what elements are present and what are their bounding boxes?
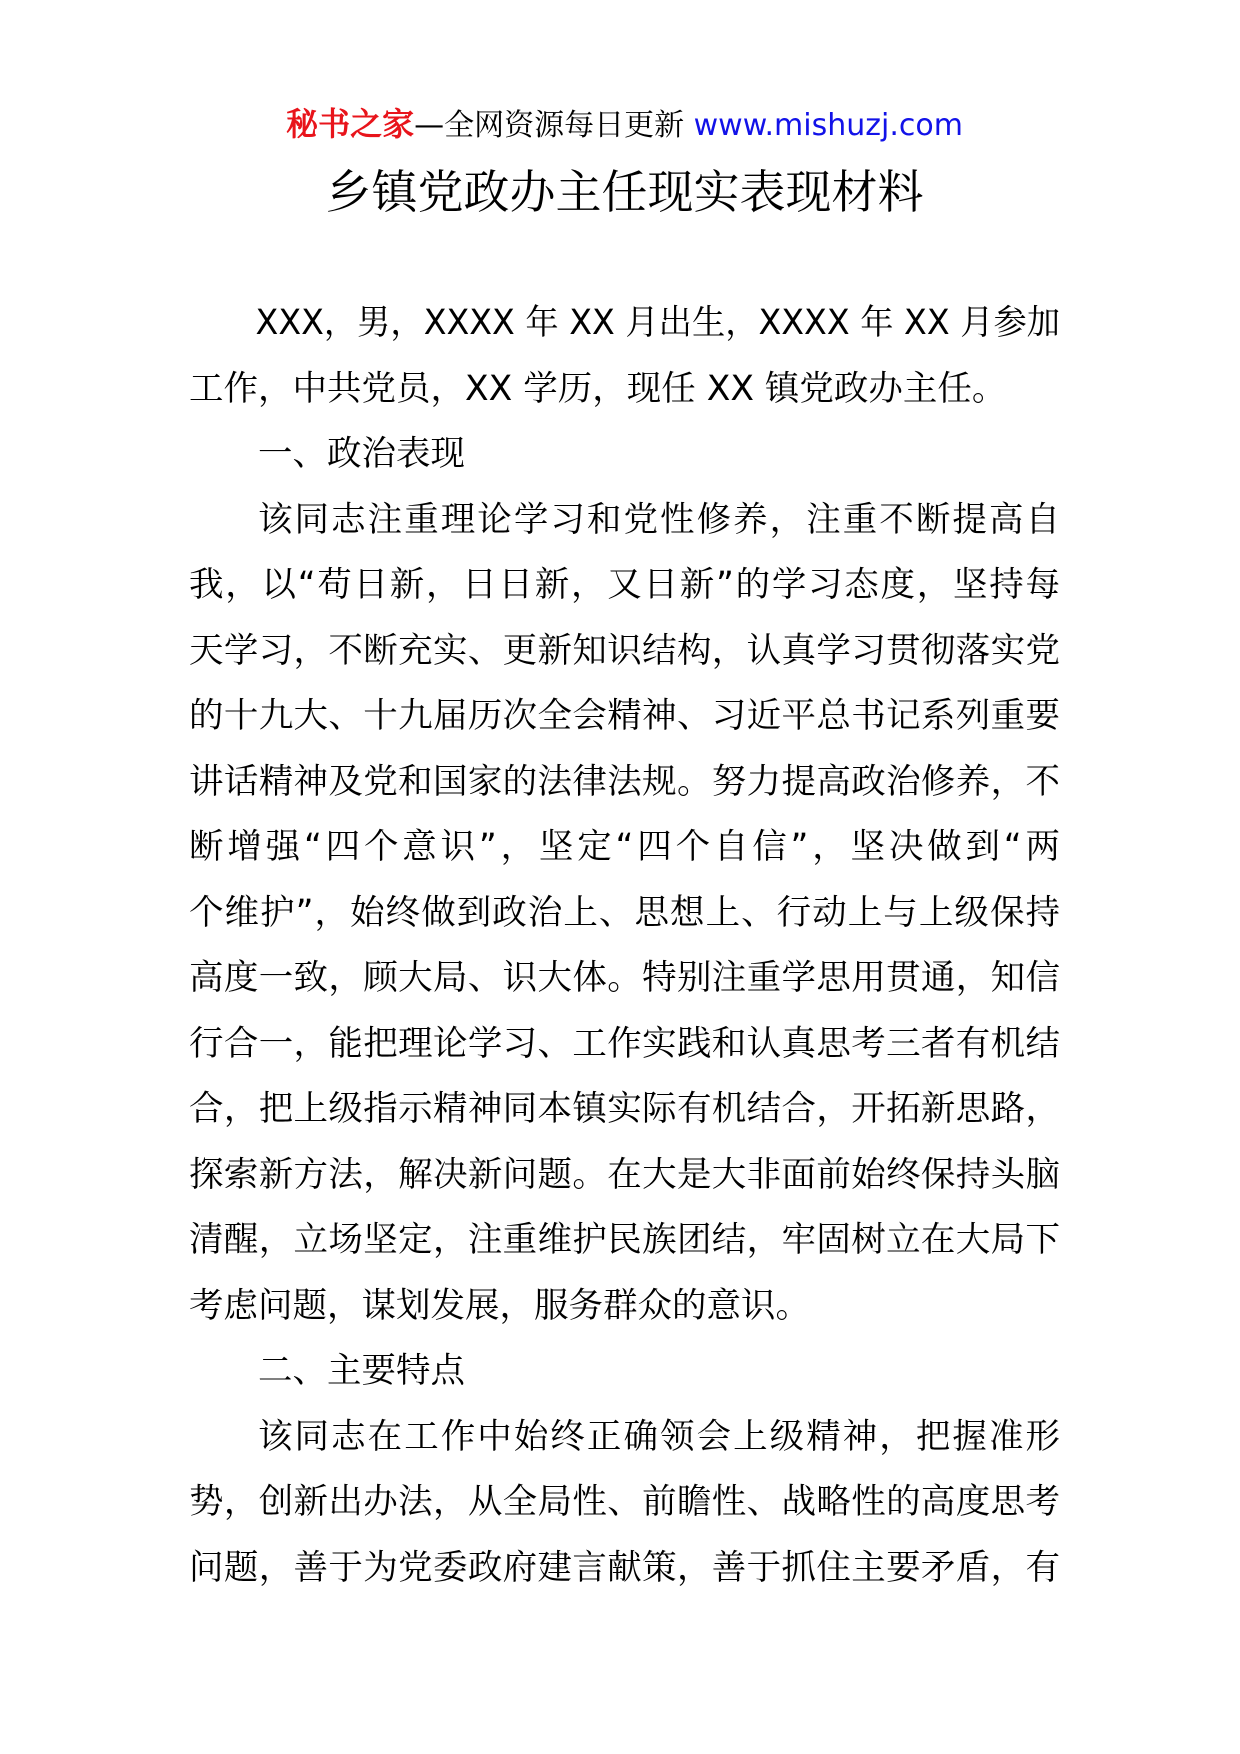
- paragraph-line: 该同志在工作中始终正确领会上级精神，把握准形: [258, 1416, 1063, 1457]
- paragraph-line: 清醒，立场坚定，注重维护民族团结，牢固树立在大局下: [189, 1220, 1061, 1260]
- paragraph-line: 行合一，能把理论学习、工作实践和认真思考三者有机结: [189, 1023, 1061, 1064]
- site-tagline: —全网资源每日更新: [414, 108, 685, 143]
- paragraph-line: 断增强“四个意识”，坚定“四个自信”，坚决做到“两: [189, 827, 1064, 867]
- section-paragraph: [189, 488, 1064, 1340]
- paragraph-line: 问题，善于为党委政府建言献策，善于抓住主要矛盾，有: [189, 1547, 1061, 1588]
- paragraph-line: 工作，中共党员，XX 学历，现任 XX 镇党政办主任。: [189, 368, 1007, 409]
- paragraph-line: 考虑问题，谋划发展，服务群众的意识。: [189, 1285, 810, 1326]
- paragraph-line: 该同志注重理论学习和党性修养，注重不断提高自: [258, 499, 1063, 540]
- section-main-characteristics: [189, 1339, 1063, 1601]
- site-banner: [189, 104, 1060, 144]
- document-title: 乡镇党政办主任现实表现材料: [325, 165, 924, 219]
- section-heading: 二、主要特点: [258, 1351, 465, 1391]
- paragraph-line: 个维护”，始终做到政治上、思想上、行动上与上级保持: [189, 892, 1062, 933]
- paragraph-line: 合，把上级指示精神同本镇实际有机结合，开拓新思路，: [189, 1089, 1061, 1129]
- site-brand: 秘书之家: [286, 105, 415, 143]
- paragraph-line: 讲话精神及党和国家的法律法规。努力提高政治修养，不: [189, 761, 1061, 802]
- paragraph-line: XXX，男，XXXX 年 XX 月出生，XXXX 年 XX 月参加: [255, 303, 1060, 343]
- paragraph-line: 高度一致，顾大局、识大体。特别注重学思用贯通，知信: [189, 958, 1061, 998]
- site-url: www.mishuzj.com: [693, 108, 963, 143]
- paragraph-line: 天学习，不断充实、更新知识结构，认真学习贯彻落实党: [189, 630, 1061, 671]
- intro-paragraph: [189, 291, 1060, 422]
- section-political-performance: [189, 422, 1064, 1339]
- section-heading: 一、政治表现: [258, 434, 465, 474]
- section-paragraph: [189, 1405, 1063, 1602]
- paragraph-line: 探索新方法，解决新问题。在大是大非面前始终保持头脑: [189, 1154, 1061, 1195]
- document-body: [189, 291, 1064, 1601]
- paragraph-line: 的十九大、十九届历次全会精神、习近平总书记系列重要: [189, 696, 1061, 736]
- paragraph-line: 势，创新出办法，从全局性、前瞻性、战略性的高度思考: [189, 1482, 1061, 1522]
- paragraph-line: 我，以“苟日新，日日新，又日新”的学习态度，坚持每: [189, 565, 1062, 605]
